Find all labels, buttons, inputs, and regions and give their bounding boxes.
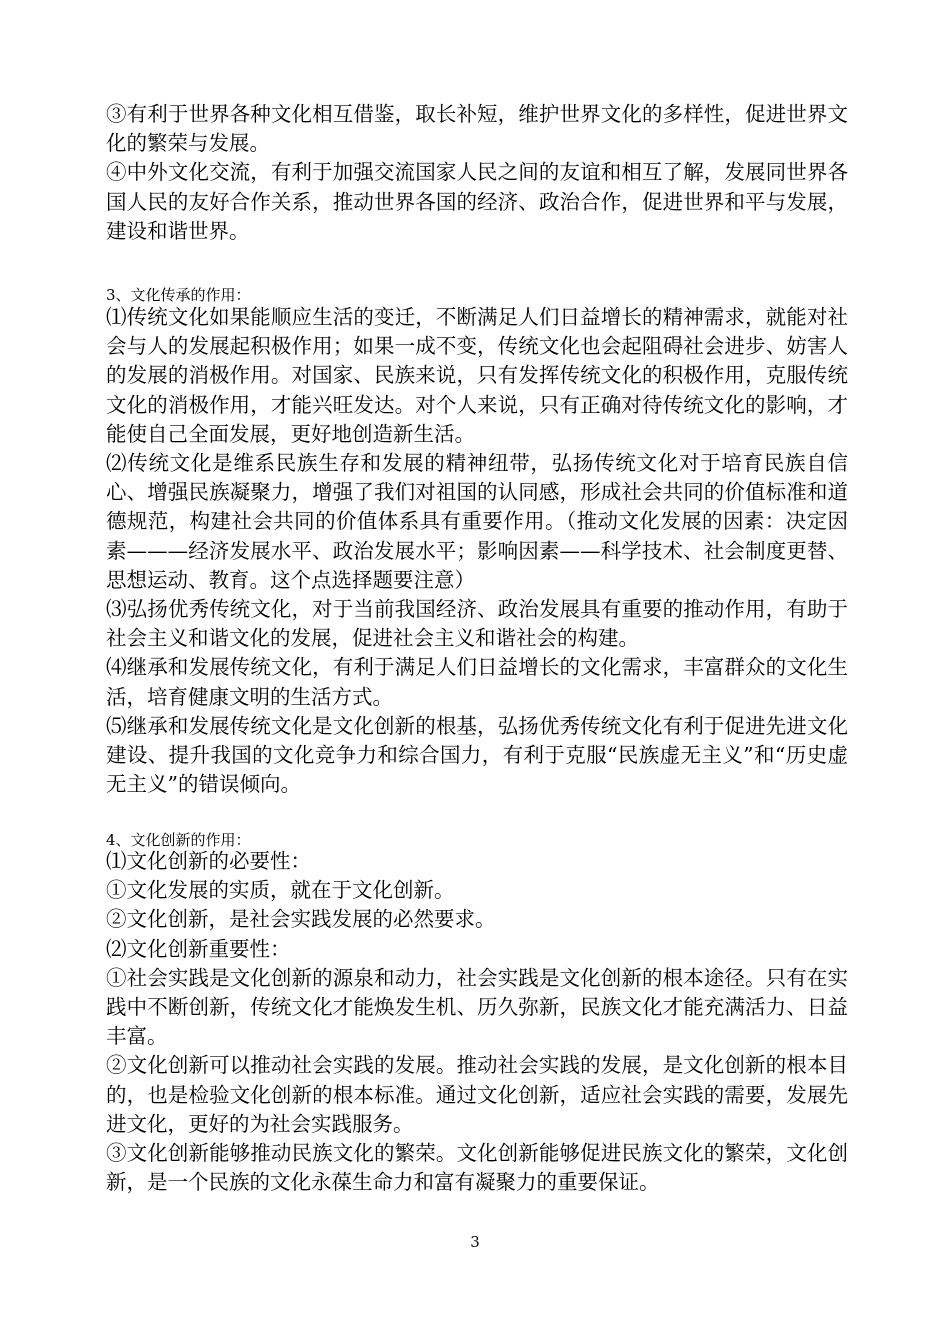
- section-4-item-2: ①文化发展的实质，就在于文化创新。: [106, 878, 455, 903]
- section-4-item-7: ③文化创新能够推动民族文化的繁荣。文化创新能够促进民族文化的繁荣，文化创新，是一个民族的文化永葆生命力和富有凝聚力的重要保证。: [106, 1141, 848, 1195]
- section-4-item-1: ⑴文化创新的必要性：: [106, 849, 311, 873]
- section-4-heading: 4、文化创新的作用：: [106, 831, 251, 849]
- section-4-item-4: ⑵文化创新重要性：: [106, 936, 291, 961]
- section-4-item-5: ①社会实践是文化创新的源泉和动力，社会实践是文化创新的根本途径。只有在实践中不断创新，传统文化才能焕发生机、历久弥新，民族文化才能充满活力、日益丰富。: [106, 965, 848, 1049]
- section-3-heading: 3、文化传承的作用：: [106, 286, 251, 304]
- section-3-item-4: ⑷继承和发展传统文化，有利于满足人们日益增长的文化需求，丰富群众的文化生活，培育健康文明的生活方式。: [106, 655, 848, 709]
- section-continuation: [106, 100, 848, 246]
- section-3-item-2: ⑵传统文化是维系民族生存和发展的精神纽带，弘扬传统文化对于培育民族自信心、增强民族凝聚力，增强了我们对祖国的认同感，形成社会共同的价值标准和道德规范，构建社会共同的价值体系具有重要作用。（推动文化发展的因素：决定因素———经济发展水平、政治发展水平；影响因素——科学技术、社会制度更替、思想运动、教育。这个点选择题要注意）: [106, 451, 848, 592]
- section-4-item-6: ②文化创新可以推动社会实践的发展。推动社会实践的发展，是文化创新的根本目的，也是检验文化创新的根本标准。通过文化创新，适应社会实践的需要，发展先进文化，更好的为社会实践服务。: [106, 1053, 848, 1136]
- paragraph-item-4: ④中外文化交流，有利于加强交流国家人民之间的友谊和相互了解，发展同世界各国人民的友好合作关系，推动世界各国的经济、政治合作，促进世界和平与发展，建设和谐世界。: [106, 160, 848, 243]
- paragraph-item-3: ③有利于世界各种文化相互借鉴，取长补短，维护世界文化的多样性，促进世界文化的繁荣与发展。: [106, 102, 848, 156]
- page-number: 3: [470, 1233, 480, 1251]
- section-4-item-3: ②文化创新，是社会实践发展的必然要求。: [106, 907, 496, 932]
- section-3-item-1: ⑴传统文化如果能顺应生活的变迁，不断满足人们日益增长的精神需求，就能对社会与人的发展起积极作用；如果一成不变，传统文化也会起阻碍社会进步、妨害人的发展的消极作用。对国家、民族来说，只有发挥传统文化的积极作用，克服传统文化的消极作用，才能兴旺发达。对个人来说，只有正确对待传统文化的影响，才能使自己全面发展，更好地创造新生活。: [106, 305, 848, 446]
- section-4-body: [106, 847, 848, 1197]
- section-3-body: [106, 303, 848, 799]
- section-3-item-3: ⑶弘扬优秀传统文化，对于当前我国经济、政治发展具有重要的推动作用，有助于社会主义和谐文化的发展，促进社会主义和谐社会的构建。: [106, 597, 848, 651]
- section-3-item-5: ⑸继承和发展传统文化是文化创新的根基，弘扬优秀传统文化有利于促进先进文化建设、提升我国的文化竞争力和综合国力，有利于克服“民族虚无主义”和“历史虚无主义”的错误倾向。: [106, 713, 848, 797]
